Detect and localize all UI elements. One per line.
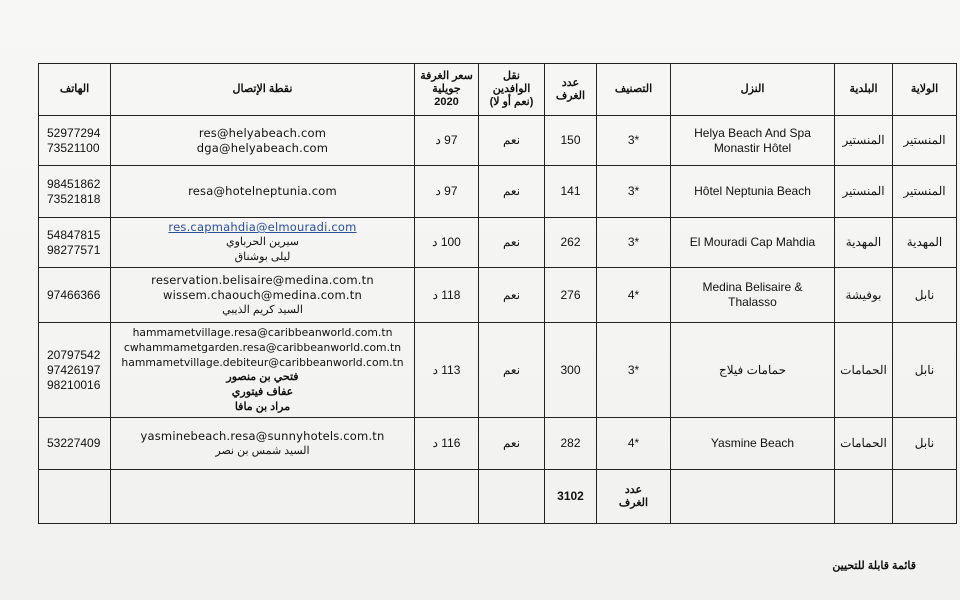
email-link[interactable]: dga@helyabeach.com — [196, 140, 329, 155]
contact-cell — [111, 116, 415, 166]
empty-cell — [111, 470, 415, 524]
municipality-cell: الحمامات — [835, 323, 893, 418]
transport-cell: نعم — [479, 323, 545, 418]
contact-cell: res.capmahdia@elmouradi.com سيرين الحرباوي ليلى بوشناق — [111, 218, 415, 268]
governorate-cell: المنستير — [893, 116, 957, 166]
header-municipality: البلدية — [835, 64, 893, 116]
rating-cell: 4* — [597, 268, 671, 323]
contact-cell: reservation.belisaire@medina.com.tn wissem.chaouch@medina.com.tn السيد كريم الذيبي — [111, 268, 415, 323]
hotel-cell: El Mouradi Cap Mahdia — [671, 218, 835, 268]
hotel-cell: Helya Beach And Spa Monastir Hôtel — [671, 116, 835, 166]
table-row — [39, 218, 957, 268]
header-rating: التصنيف — [597, 64, 671, 116]
footer-note: قائمة قابلة للتحيين — [832, 560, 916, 572]
rooms-cell: 150 — [545, 116, 597, 166]
transport-cell: نعم — [479, 218, 545, 268]
transport-cell: نعم — [479, 268, 545, 323]
governorate-cell: المهدية — [893, 218, 957, 268]
email-link[interactable]: res@helyabeach.com — [198, 125, 327, 140]
empty-cell — [893, 470, 957, 524]
hotel-cell: Yasmine Beach — [671, 418, 835, 470]
table-row — [39, 268, 957, 323]
table-row — [39, 166, 957, 218]
transport-cell: نعم — [479, 116, 545, 166]
email-link[interactable]: res.capmahdia@elmouradi.com — [168, 220, 357, 234]
hotels-table — [38, 63, 957, 524]
price-cell: 97 د — [415, 116, 479, 166]
empty-cell — [39, 470, 111, 524]
governorate-cell: نابل — [893, 323, 957, 418]
hotel-cell: Hôtel Neptunia Beach — [671, 166, 835, 218]
table-row — [39, 323, 957, 418]
table-row — [39, 418, 957, 470]
email-link[interactable]: cwhammametgarden.resa@caribbeanworld.com.tn — [123, 341, 402, 354]
email-link[interactable]: yasminebeach.resa@sunnyhotels.com.tn — [140, 428, 385, 443]
rating-cell: 3* — [597, 166, 671, 218]
email-link[interactable]: hammametvillage.resa@caribbeanworld.com.tn — [132, 326, 393, 339]
rooms-cell: 282 — [545, 418, 597, 470]
price-cell: 118 د — [415, 268, 479, 323]
header-row — [39, 64, 957, 116]
governorate-cell: نابل — [893, 418, 957, 470]
price-cell: 97 د — [415, 166, 479, 218]
header-hotel: النزل — [671, 64, 835, 116]
hotel-cell: Medina Belisaire & Thalasso — [671, 268, 835, 323]
email-link[interactable]: wissem.chaouch@medina.com.tn — [163, 287, 362, 302]
price-cell: 116 د — [415, 418, 479, 470]
contact-cell: yasminebeach.resa@sunnyhotels.com.tn السيد شمس بن نصر — [111, 418, 415, 470]
contact-cell — [111, 166, 415, 218]
municipality-cell: المنستير — [835, 116, 893, 166]
rooms-cell: 276 — [545, 268, 597, 323]
municipality-cell: بوفيشة — [835, 268, 893, 323]
municipality-cell: الحمامات — [835, 418, 893, 470]
rating-cell: 3* — [597, 218, 671, 268]
rooms-cell: 141 — [545, 166, 597, 218]
municipality-cell: المنستير — [835, 166, 893, 218]
email-link[interactable]: reservation.belisaire@medina.com.tn — [151, 272, 374, 287]
price-cell: 100 د — [415, 218, 479, 268]
transport-cell: نعم — [479, 166, 545, 218]
phone-cell: 52977294 73521100 — [39, 116, 111, 166]
email-link[interactable]: resa@hotelneptunia.com — [188, 184, 337, 198]
empty-cell — [671, 470, 835, 524]
phone-cell: 53227409 — [39, 418, 111, 470]
empty-cell — [479, 470, 545, 524]
phone-cell: 20797542 97426197 98210016 — [39, 323, 111, 418]
governorate-cell: نابل — [893, 268, 957, 323]
header-governorate: الولاية — [893, 64, 957, 116]
table-row — [39, 116, 957, 166]
total-rooms-label: عدد الغرف — [597, 470, 671, 524]
municipality-cell: المهدية — [835, 218, 893, 268]
email-link[interactable]: hammametvillage.debiteur@caribbeanworld.com.tn — [121, 356, 404, 369]
header-phone: الهاتف — [39, 64, 111, 116]
rating-cell: 3* — [597, 323, 671, 418]
total-rooms-value: 3102 — [545, 470, 597, 524]
header-price: سعر الغرفة جويلية 2020 — [415, 64, 479, 116]
hotel-cell: حمامات فيلاج — [671, 323, 835, 418]
total-row — [39, 470, 957, 524]
phone-cell: 97466366 — [39, 268, 111, 323]
header-contact: نقطة الإتصال — [111, 64, 415, 116]
rating-cell: 3* — [597, 116, 671, 166]
phone-cell: 54847815 98277571 — [39, 218, 111, 268]
phone-cell: 98451862 73521818 — [39, 166, 111, 218]
contact-cell: hammametvillage.resa@caribbeanworld.com.tn cwhammametgarden.resa@caribbeanworld.com.tn hammametvillage.debiteur@caribbeanworld.com.tn فتحي بن منصور عفاف فيتوري مراد بن مافا — [111, 323, 415, 418]
empty-cell — [415, 470, 479, 524]
rooms-cell: 300 — [545, 323, 597, 418]
transport-cell: نعم — [479, 418, 545, 470]
price-cell: 113 د — [415, 323, 479, 418]
rooms-cell: 262 — [545, 218, 597, 268]
header-transport: نقل الوافدين (نعم أو لا) — [479, 64, 545, 116]
governorate-cell: المنستير — [893, 166, 957, 218]
header-rooms: عدد الغرف — [545, 64, 597, 116]
rating-cell: 4* — [597, 418, 671, 470]
empty-cell — [835, 470, 893, 524]
